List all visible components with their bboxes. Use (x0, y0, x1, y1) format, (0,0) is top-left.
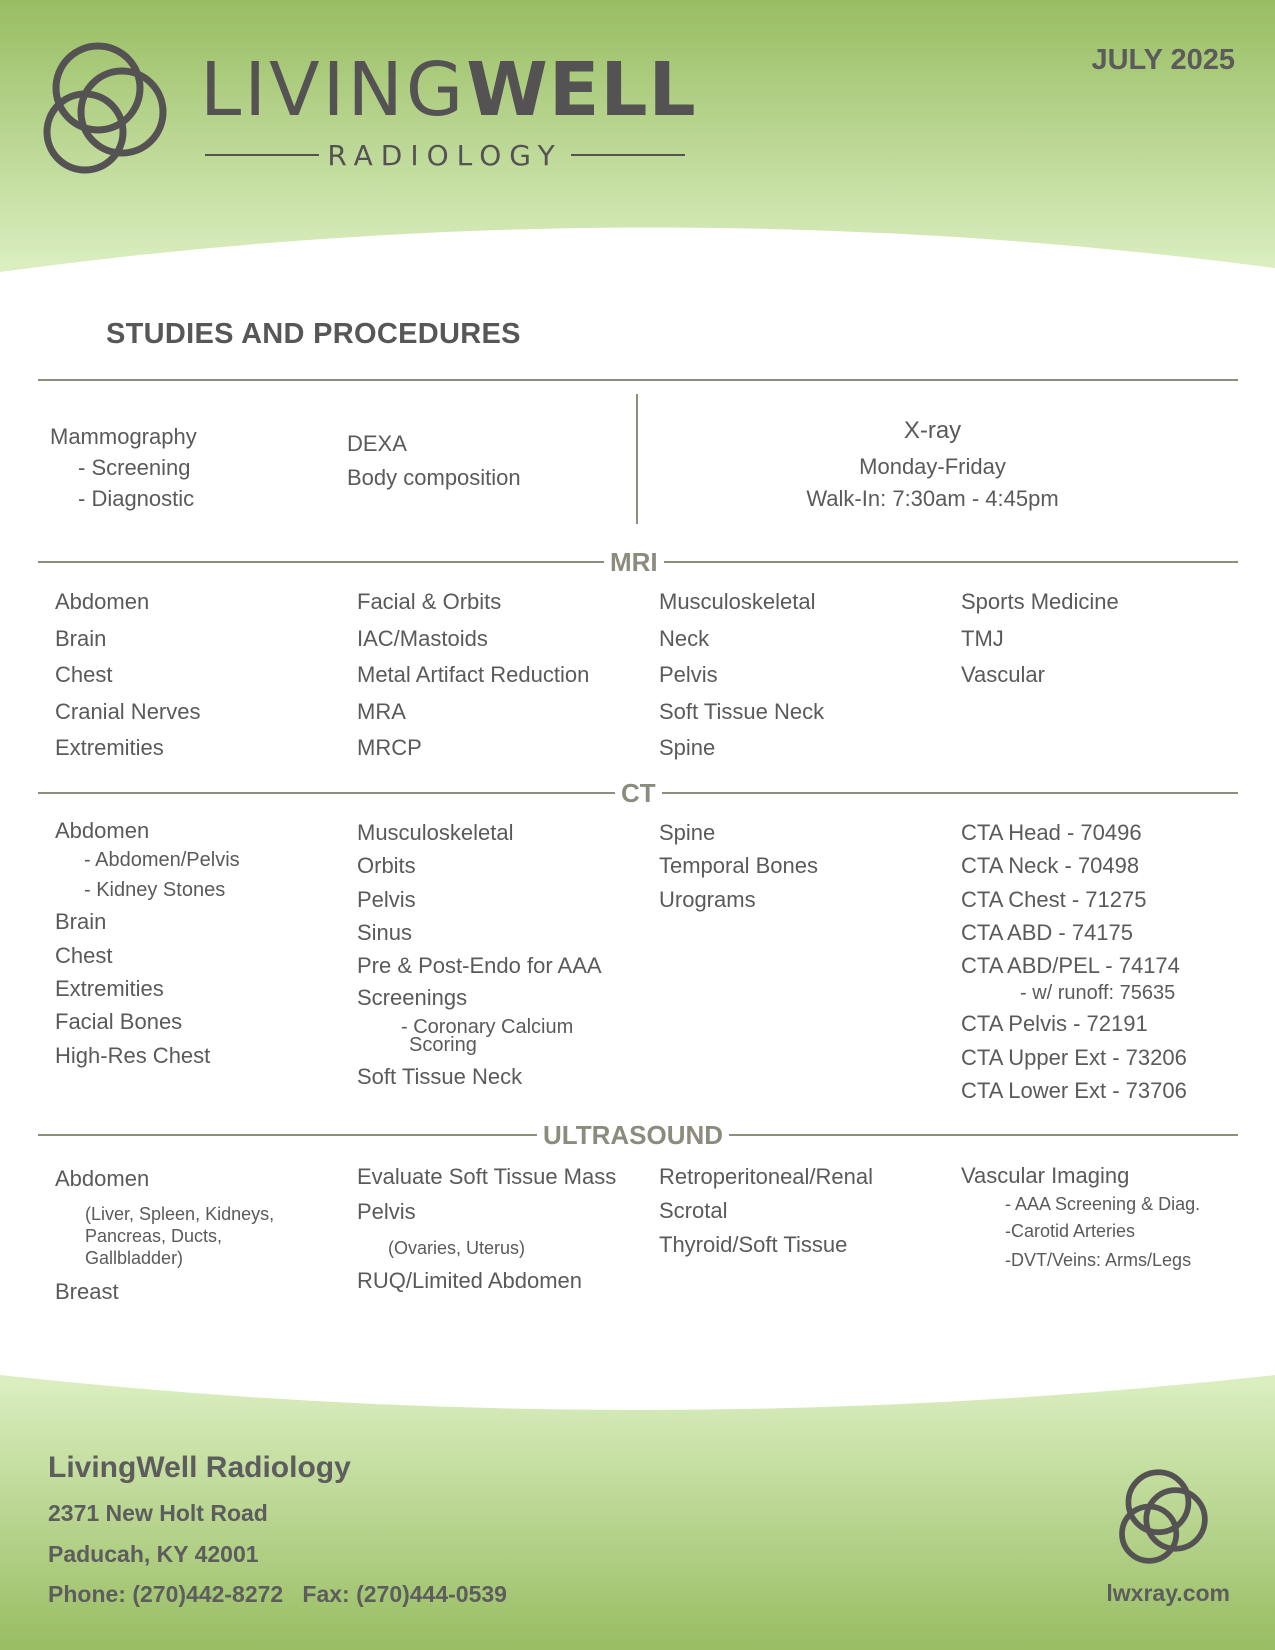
mri-item: Pelvis (659, 662, 718, 687)
xray-hours: Walk-In: 7:30am - 4:45pm (806, 486, 1059, 511)
us-subitem: (Liver, Spleen, Kidneys, (85, 1204, 275, 1224)
ct-item: CTA Pelvis - 72191 (961, 1011, 1148, 1036)
dexa-body-composition: Body composition (347, 465, 521, 490)
xray-days: Monday-Friday (859, 454, 1006, 479)
brand-wordmark: LIVINGWELL (200, 47, 697, 133)
ct-item: CTA Chest - 71275 (961, 887, 1147, 912)
ct-subitem: - w/ runoff: 75635 (1020, 982, 1176, 1004)
mri-item: Soft Tissue Neck (659, 699, 825, 724)
ct-item: Urograms (659, 887, 756, 912)
brand-subtitle: RADIOLOGY (205, 137, 685, 173)
us-item: Scrotal (659, 1198, 728, 1223)
ct-subitem: - Coronary Calcium (401, 1016, 574, 1038)
mri-item: Facial & Orbits (357, 589, 502, 614)
ct-item: CTA Lower Ext - 73706 (961, 1078, 1187, 1103)
mri-item: Cranial Nerves (55, 699, 201, 724)
divider (38, 379, 1238, 381)
mri-item: Spine (659, 735, 716, 760)
mri-item: Sports Medicine (961, 589, 1119, 614)
mri-item: Abdomen (55, 589, 150, 614)
mri-item: Chest (55, 662, 113, 687)
us-item: Retroperitoneal/Renal (659, 1164, 874, 1189)
us-item: Pelvis (357, 1199, 416, 1224)
footer-company-name: LivingWell Radiology (48, 1451, 351, 1484)
ct-item: Temporal Bones (659, 853, 818, 878)
mammography-screening: - Screening (78, 455, 191, 480)
mri-item: MRCP (357, 735, 422, 760)
ct-item: Abdomen (55, 818, 150, 843)
footer-phone-fax: Phone: (270)442-8272 Fax: (270)444-0539 (48, 1581, 507, 1607)
ct-item: CTA ABD/PEL - 74174 (961, 953, 1180, 978)
footer-street: 2371 New Holt Road (48, 1500, 268, 1526)
mammography-label: Mammography (50, 424, 197, 449)
website-link[interactable]: lwxray.com (1106, 1580, 1230, 1606)
ct-item: Spine (659, 820, 716, 845)
mammography-diagnostic: - Diagnostic (78, 486, 195, 511)
mri-item: TMJ (961, 626, 1004, 651)
ct-subitem: - Kidney Stones (84, 879, 226, 901)
us-item: Thyroid/Soft Tissue (659, 1232, 848, 1257)
us-subitem: -DVT/Veins: Arms/Legs (1005, 1250, 1192, 1270)
ct-item: CTA ABD - 74175 (961, 920, 1134, 945)
mri-item: Brain (55, 626, 107, 651)
xray-label: X-ray (903, 417, 962, 444)
ct-item: Orbits (357, 853, 416, 878)
ct-item: High-Res Chest (55, 1043, 211, 1068)
mri-heading: MRI (604, 547, 664, 577)
ct-item: Extremities (55, 976, 164, 1001)
dexa-label: DEXA (347, 431, 407, 456)
issue-date: JULY 2025 (1091, 44, 1235, 76)
logo-rings-small-icon (1117, 1468, 1217, 1568)
us-subitem: - AAA Screening & Diag. (1005, 1194, 1201, 1214)
ct-item: Soft Tissue Neck (357, 1064, 523, 1089)
us-item: Vascular Imaging (961, 1163, 1130, 1188)
mri-item: Musculoskeletal (659, 589, 816, 614)
ct-subitem: - Abdomen/Pelvis (84, 849, 240, 871)
ct-item: CTA Head - 70496 (961, 820, 1142, 845)
us-item: Breast (55, 1279, 119, 1304)
us-item: Evaluate Soft Tissue Mass (357, 1164, 617, 1189)
footer-city: Paducah, KY 42001 (48, 1541, 259, 1567)
ct-item: Brain (55, 909, 107, 934)
ct-item: CTA Upper Ext - 73206 (961, 1045, 1187, 1070)
us-subitem: Pancreas, Ducts, (85, 1226, 223, 1246)
ct-item: Sinus (357, 920, 413, 945)
ct-item: Pre & Post-Endo for AAA (357, 953, 602, 978)
ct-item: Chest (55, 943, 113, 968)
ct-subitem: Scoring (409, 1034, 477, 1056)
logo-rings-icon (40, 40, 180, 180)
vertical-divider (636, 394, 638, 524)
us-subitem: Gallbladder) (85, 1248, 184, 1268)
us-subitem: -Carotid Arteries (1005, 1221, 1136, 1241)
ct-item: Pelvis (357, 887, 416, 912)
us-item: RUQ/Limited Abdomen (357, 1268, 582, 1293)
mri-item: Neck (659, 626, 710, 651)
mri-item: IAC/Mastoids (357, 626, 488, 651)
us-item: Abdomen (55, 1166, 150, 1191)
ct-item: Musculoskeletal (357, 820, 514, 845)
ct-item: Facial Bones (55, 1009, 183, 1034)
mri-item: Metal Artifact Reduction (357, 662, 590, 687)
ct-item: CTA Neck - 70498 (961, 853, 1140, 878)
mri-item: Extremities (55, 735, 164, 760)
ultrasound-heading: ULTRASOUND (537, 1120, 729, 1150)
mri-item: Vascular (961, 662, 1045, 687)
ct-heading: CT (615, 778, 662, 808)
us-subitem: (Ovaries, Uterus) (388, 1238, 526, 1258)
ct-item: Screenings (357, 985, 468, 1010)
mri-item: MRA (357, 699, 406, 724)
page-title: STUDIES AND PROCEDURES (106, 318, 521, 350)
